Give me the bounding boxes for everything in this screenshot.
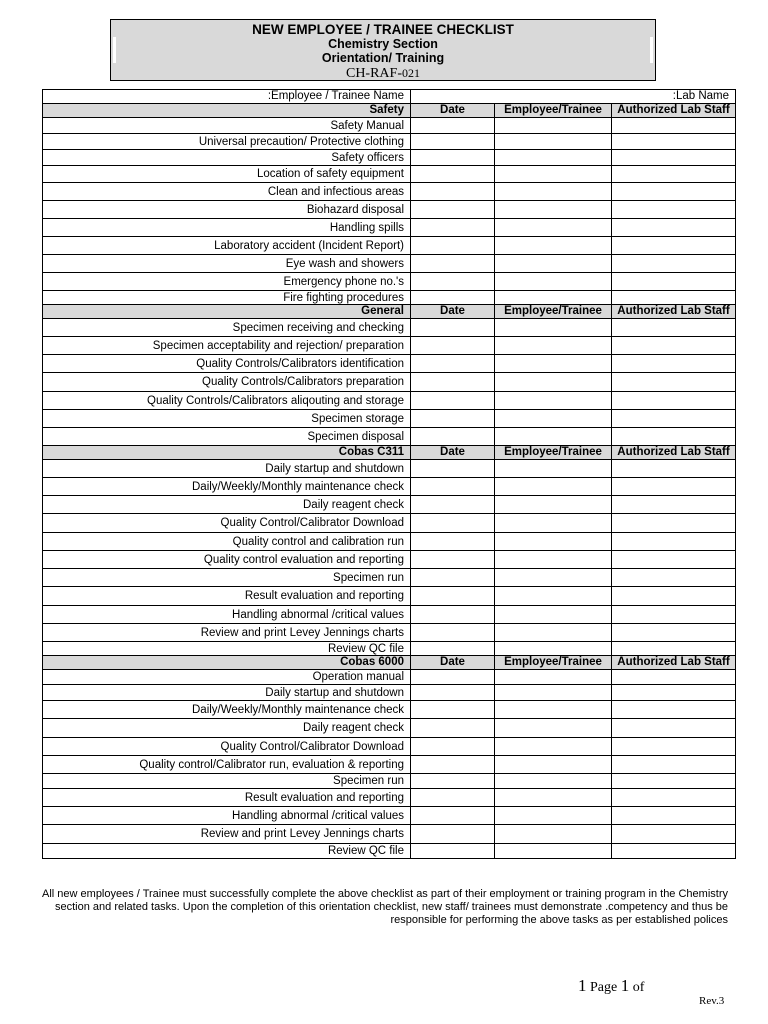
checklist-row [43,670,736,685]
staff-column-header: Authorized Lab Staff [612,446,736,460]
task-label: Specimen acceptability and rejection/ preparation [43,337,411,355]
date-cell[interactable] [411,166,495,183]
task-label: Quality Control/Calibrator Download [43,738,411,756]
date-cell[interactable] [411,237,495,255]
date-cell[interactable] [411,606,495,624]
date-cell[interactable] [411,551,495,569]
task-label: Safety Manual [43,118,411,134]
staff-signature-cell[interactable] [612,291,736,305]
checklist-row [43,624,736,642]
checklist-row [43,496,736,514]
checklist-row [43,183,736,201]
task-label: Clean and infectious areas [43,183,411,201]
staff-signature-cell[interactable] [612,478,736,496]
staff-signature-cell[interactable] [612,685,736,701]
date-column-header: Date [411,305,495,319]
page-of: of [632,980,645,995]
task-label: Daily reagent check [43,496,411,514]
task-label: Daily startup and shutdown [43,685,411,701]
employee-column-header: Employee/Trainee [495,104,612,118]
task-label: Safety officers [43,150,411,166]
task-label: Eye wash and showers [43,255,411,273]
staff-signature-cell[interactable] [612,606,736,624]
employee-signature-cell[interactable] [495,606,612,624]
date-cell[interactable] [411,373,495,392]
staff-signature-cell[interactable] [612,624,736,642]
employee-signature-cell[interactable] [495,670,612,685]
employee-signature-cell[interactable] [495,569,612,587]
checklist-row [43,460,736,478]
date-cell[interactable] [411,533,495,551]
employee-signature-cell[interactable] [495,825,612,844]
task-label: Location of safety equipment [43,166,411,183]
employee-signature-cell[interactable] [495,166,612,183]
section-header-row [43,446,736,460]
employee-signature-cell[interactable] [495,624,612,642]
date-cell[interactable] [411,134,495,150]
task-label: Emergency phone no.'s [43,273,411,291]
checklist-row [43,551,736,569]
checklist-row [43,606,736,624]
checklist-row [43,642,736,656]
employee-signature-cell[interactable] [495,844,612,859]
checklist-row [43,807,736,825]
date-cell[interactable] [411,642,495,656]
staff-signature-cell[interactable] [612,719,736,738]
checklist-row [43,587,736,606]
employee-signature-cell[interactable] [495,118,612,134]
checklist-row [43,825,736,844]
staff-signature-cell[interactable] [612,514,736,533]
employee-column-header: Employee/Trainee [495,656,612,670]
footer-note: All new employees / Trainee must successfully complete the above checklist as part of their employment or training program in the Chemistry section and related tasks. Upon the completion of this orientation checklist, new staff/ trainees must demonstrate .competency and thus be responsible for performing the above tasks as per established polices [42,888,728,926]
header-right-mark [650,37,653,63]
checklist-row [43,237,736,255]
employee-signature-cell[interactable] [495,237,612,255]
staff-signature-cell[interactable] [612,183,736,201]
checklist-row [43,319,736,337]
employee-signature-cell[interactable] [495,738,612,756]
checklist-row [43,685,736,701]
date-cell[interactable] [411,460,495,478]
employee-signature-cell[interactable] [495,255,612,273]
task-label: Specimen storage [43,410,411,428]
staff-signature-cell[interactable] [612,237,736,255]
task-label: Review and print Levey Jennings charts [43,825,411,844]
date-cell[interactable] [411,392,495,410]
staff-signature-cell[interactable] [612,789,736,807]
employee-signature-cell[interactable] [495,373,612,392]
task-label: Quality control evaluation and reporting [43,551,411,569]
staff-signature-cell[interactable] [612,166,736,183]
task-label: Quality control and calibration run [43,533,411,551]
document-header [110,19,656,81]
date-column-header: Date [411,656,495,670]
date-cell[interactable] [411,701,495,719]
task-label: Laboratory accident (Incident Report) [43,237,411,255]
date-cell[interactable] [411,587,495,606]
employee-signature-cell[interactable] [495,496,612,514]
header-left-mark [113,37,116,63]
document-code-number: 021 [402,66,420,80]
task-label: Review QC file [43,844,411,859]
staff-signature-cell[interactable] [612,807,736,825]
date-cell[interactable] [411,685,495,701]
staff-signature-cell[interactable] [612,460,736,478]
employee-signature-cell[interactable] [495,460,612,478]
task-label: Quality Controls/Calibrators aliqouting and storage [43,392,411,410]
date-cell[interactable] [411,569,495,587]
staff-signature-cell[interactable] [612,118,736,134]
document-title: NEW EMPLOYEE / TRAINEE CHECKLIST [252,22,514,37]
staff-signature-cell[interactable] [612,273,736,291]
section-title: Safety [43,104,411,118]
date-cell[interactable] [411,719,495,738]
checklist-row [43,756,736,774]
section-title: Cobas 6000 [43,656,411,670]
staff-signature-cell[interactable] [612,355,736,373]
task-label: Specimen run [43,774,411,789]
employee-signature-cell[interactable] [495,410,612,428]
staff-column-header: Authorized Lab Staff [612,656,736,670]
task-label: Daily startup and shutdown [43,460,411,478]
staff-signature-cell[interactable] [612,701,736,719]
date-cell[interactable] [411,337,495,355]
date-cell[interactable] [411,410,495,428]
checklist-row [43,789,736,807]
checklist-row [43,844,736,859]
employee-signature-cell[interactable] [495,355,612,373]
section-header-row [43,104,736,118]
staff-signature-cell[interactable] [612,373,736,392]
checklist-row [43,355,736,373]
checklist-row [43,774,736,789]
date-cell[interactable] [411,789,495,807]
document-code [111,65,655,82]
date-cell[interactable] [411,319,495,337]
date-cell[interactable] [411,255,495,273]
staff-signature-cell[interactable] [612,319,736,337]
revision-label: Rev.3 [699,995,725,1007]
employee-signature-cell[interactable] [495,219,612,237]
staff-signature-cell[interactable] [612,255,736,273]
staff-signature-cell[interactable] [612,844,736,859]
staff-signature-cell[interactable] [612,337,736,355]
employee-signature-cell[interactable] [495,478,612,496]
employee-signature-cell[interactable] [495,392,612,410]
staff-signature-cell[interactable] [612,587,736,606]
checklist-row [43,150,736,166]
date-cell[interactable] [411,496,495,514]
staff-signature-cell[interactable] [612,738,736,756]
employee-signature-cell[interactable] [495,134,612,150]
task-label: Daily reagent check [43,719,411,738]
date-cell[interactable] [411,624,495,642]
employee-signature-cell[interactable] [495,150,612,166]
checklist-row [43,569,736,587]
staff-signature-cell[interactable] [612,219,736,237]
checklist-row [43,166,736,183]
document-subtitle: Orientation/ Training [321,51,445,65]
employee-name-label: :Employee / Trainee Name [43,90,411,104]
staff-signature-cell[interactable] [612,533,736,551]
lab-name-label: :Lab Name [411,90,736,104]
date-cell[interactable] [411,355,495,373]
task-label: Fire fighting procedures [43,291,411,305]
task-label: Handling abnormal /critical values [43,606,411,624]
employee-signature-cell[interactable] [495,337,612,355]
staff-signature-cell[interactable] [612,150,736,166]
page-label: Page [590,980,618,995]
staff-signature-cell[interactable] [612,392,736,410]
staff-signature-cell[interactable] [612,201,736,219]
staff-signature-cell[interactable] [612,134,736,150]
date-cell[interactable] [411,183,495,201]
date-cell[interactable] [411,118,495,134]
staff-signature-cell[interactable] [612,428,736,446]
checklist-row [43,219,736,237]
date-cell[interactable] [411,825,495,844]
employee-signature-cell[interactable] [495,319,612,337]
task-label: Daily/Weekly/Monthly maintenance check [43,478,411,496]
employee-signature-cell[interactable] [495,719,612,738]
date-cell[interactable] [411,807,495,825]
employee-signature-cell[interactable] [495,642,612,656]
employee-column-header: Employee/Trainee [495,305,612,319]
checklist-row [43,478,736,496]
checklist-row [43,392,736,410]
date-column-header: Date [411,104,495,118]
checklist-row [43,514,736,533]
section-header-row [43,656,736,670]
employee-signature-cell[interactable] [495,514,612,533]
task-label: Biohazard disposal [43,201,411,219]
checklist-row [43,738,736,756]
page-total: 1 [620,976,630,995]
staff-signature-cell[interactable] [612,825,736,844]
task-label: Operation manual [43,670,411,685]
date-cell[interactable] [411,670,495,685]
employee-column-header: Employee/Trainee [495,446,612,460]
checklist-table [42,89,736,859]
employee-signature-cell[interactable] [495,273,612,291]
task-label: Quality Control/Calibrator Download [43,514,411,533]
section-title: General [43,305,411,319]
task-label: Handling abnormal /critical values [43,807,411,825]
staff-signature-cell[interactable] [612,496,736,514]
staff-signature-cell[interactable] [612,551,736,569]
employee-signature-cell[interactable] [495,789,612,807]
page-current: 1 [578,976,587,995]
employee-signature-cell[interactable] [495,756,612,774]
date-cell[interactable] [411,844,495,859]
employee-signature-cell[interactable] [495,183,612,201]
employee-signature-cell[interactable] [495,551,612,569]
staff-signature-cell[interactable] [612,670,736,685]
staff-signature-cell[interactable] [612,774,736,789]
task-label: Specimen disposal [43,428,411,446]
date-cell[interactable] [411,273,495,291]
section-title: Cobas C311 [43,446,411,460]
checklist-row [43,291,736,305]
checklist-row [43,273,736,291]
date-cell[interactable] [411,201,495,219]
employee-signature-cell[interactable] [495,587,612,606]
task-label: Review QC file [43,642,411,656]
staff-signature-cell[interactable] [612,642,736,656]
staff-column-header: Authorized Lab Staff [612,104,736,118]
date-cell[interactable] [411,291,495,305]
staff-signature-cell[interactable] [612,756,736,774]
date-cell[interactable] [411,738,495,756]
checklist-row [43,201,736,219]
task-label: Universal precaution/ Protective clothing [43,134,411,150]
employee-signature-cell[interactable] [495,774,612,789]
section-header-row [43,305,736,319]
date-cell[interactable] [411,774,495,789]
task-label: Quality Controls/Calibrators preparation [43,373,411,392]
task-label: Specimen receiving and checking [43,319,411,337]
employee-signature-cell[interactable] [495,428,612,446]
task-label: Result evaluation and reporting [43,587,411,606]
task-label: Quality control/Calibrator run, evaluation & reporting [43,756,411,774]
employee-signature-cell[interactable] [495,807,612,825]
employee-signature-cell[interactable] [495,685,612,701]
checklist-row [43,134,736,150]
date-cell[interactable] [411,150,495,166]
staff-column-header: Authorized Lab Staff [612,305,736,319]
checklist-row [43,719,736,738]
checklist-row [43,533,736,551]
name-row [43,90,736,104]
checklist-row [43,337,736,355]
task-label: Result evaluation and reporting [43,789,411,807]
task-label: Review and print Levey Jennings charts [43,624,411,642]
task-label: Handling spills [43,219,411,237]
date-column-header: Date [411,446,495,460]
date-cell[interactable] [411,478,495,496]
checklist-row [43,701,736,719]
checklist-row [43,428,736,446]
date-cell[interactable] [411,756,495,774]
checklist-row [43,373,736,392]
staff-signature-cell[interactable] [612,569,736,587]
checklist-row [43,255,736,273]
employee-signature-cell[interactable] [495,201,612,219]
employee-signature-cell[interactable] [495,533,612,551]
task-label: Daily/Weekly/Monthly maintenance check [43,701,411,719]
document-code-prefix: CH-RAF- [345,66,402,81]
checklist-row [43,410,736,428]
date-cell[interactable] [411,219,495,237]
employee-signature-cell[interactable] [495,701,612,719]
date-cell[interactable] [411,514,495,533]
task-label: Specimen run [43,569,411,587]
employee-signature-cell[interactable] [495,291,612,305]
task-label: Quality Controls/Calibrators identification [43,355,411,373]
checklist-row [43,118,736,134]
date-cell[interactable] [411,428,495,446]
section-name: Chemistry Section [328,37,438,51]
staff-signature-cell[interactable] [612,410,736,428]
page-number [578,976,644,996]
